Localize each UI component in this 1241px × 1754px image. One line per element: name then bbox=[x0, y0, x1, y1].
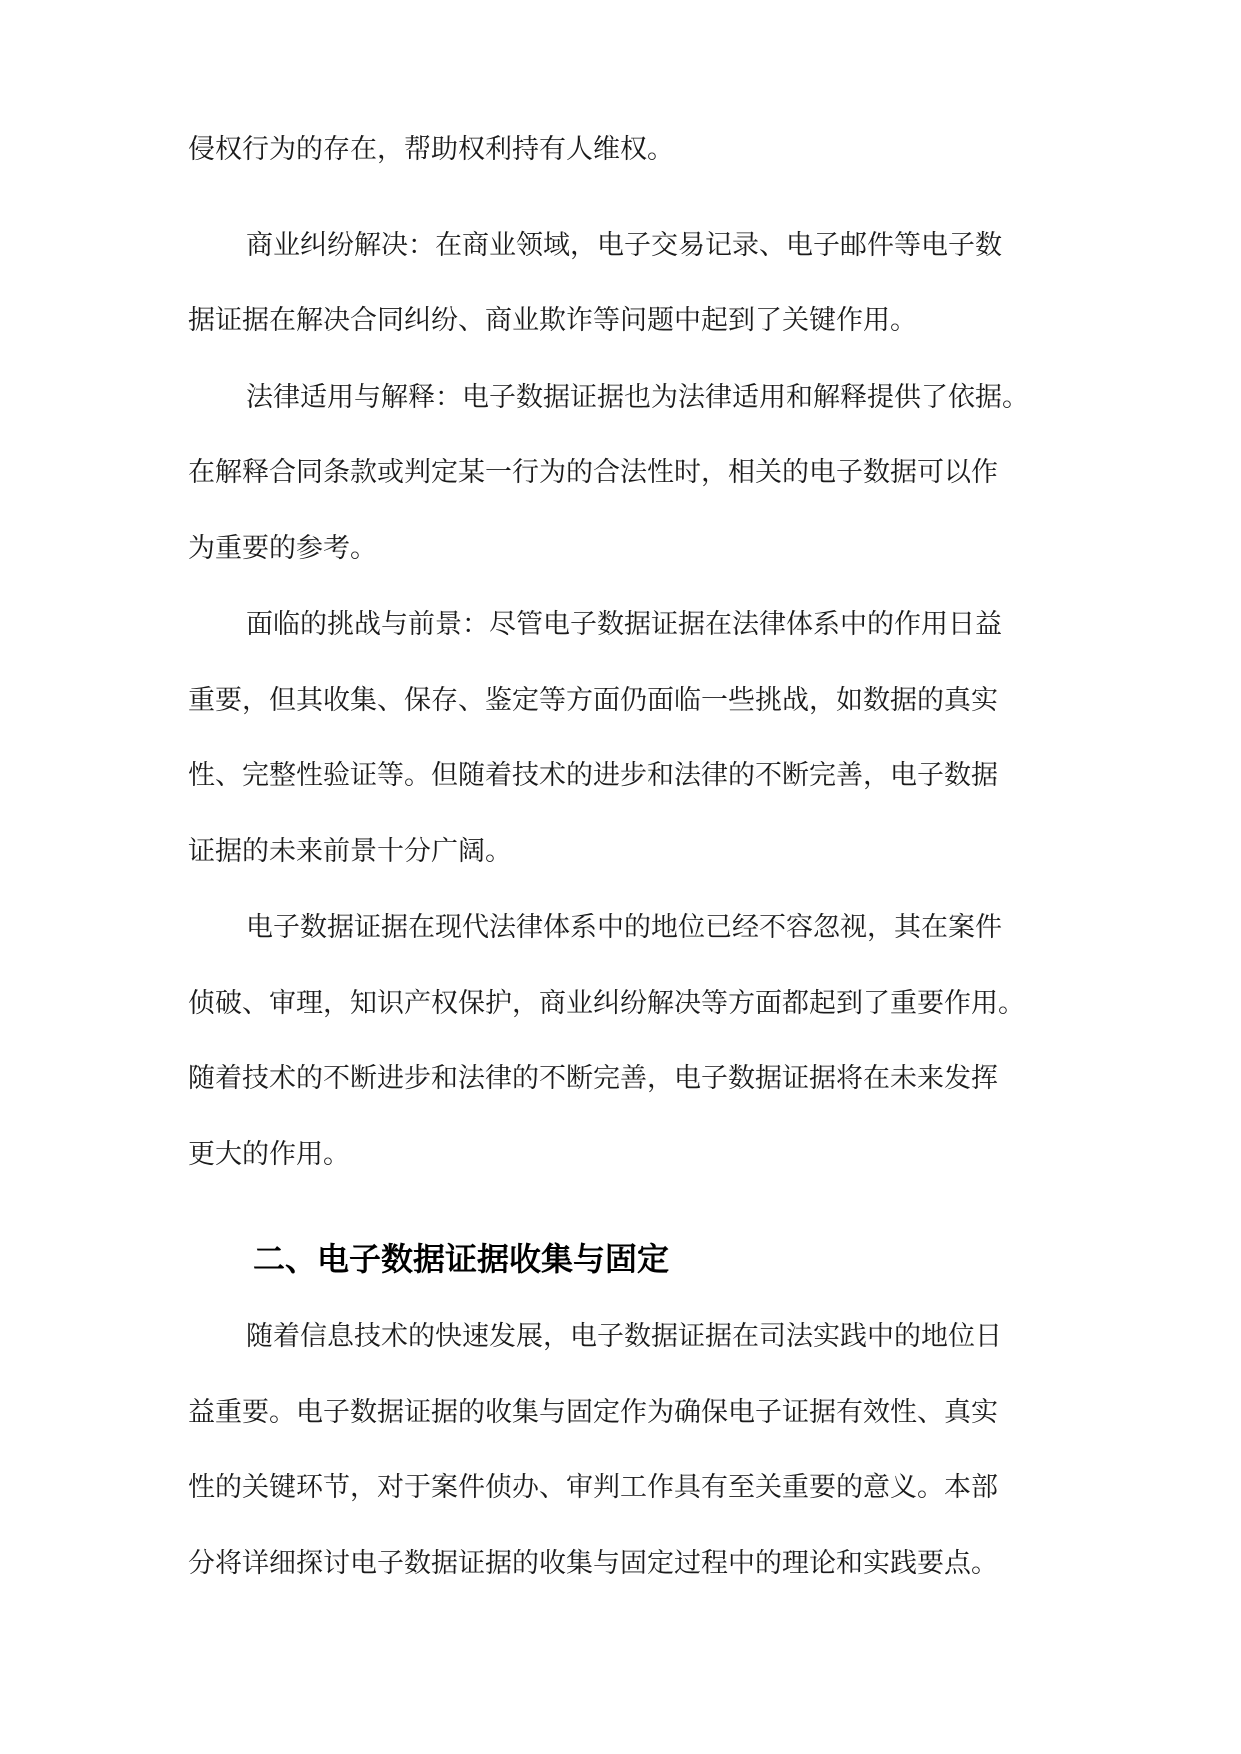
paragraph-line: 更大的作用。 bbox=[188, 1139, 350, 1170]
paragraph-line: 侵权行为的存在，帮助权利持有人维权。 bbox=[188, 134, 674, 165]
paragraph-line: 重要，但其收集、保存、鉴定等方面仍面临一些挑战，如数据的真实 bbox=[188, 685, 998, 716]
paragraph-line: 随着信息技术的快速发展，电子数据证据在司法实践中的地位日 bbox=[246, 1321, 1002, 1352]
paragraph-line: 性的关键环节，对于案件侦办、审判工作具有至关重要的意义。本部 bbox=[188, 1472, 998, 1503]
paragraph-line: 性、完整性验证等。但随着技术的进步和法律的不断完善，电子数据 bbox=[188, 760, 998, 791]
paragraph-line: 为重要的参考。 bbox=[188, 533, 377, 564]
paragraph-line: 证据的未来前景十分广阔。 bbox=[188, 836, 512, 867]
paragraph-line: 益重要。电子数据证据的收集与固定作为确保电子证据有效性、真实 bbox=[188, 1397, 998, 1428]
paragraph-line: 电子数据证据在现代法律体系中的地位已经不容忽视，其在案件 bbox=[246, 912, 1002, 943]
paragraph-line: 在解释合同条款或判定某一行为的合法性时，相关的电子数据可以作 bbox=[188, 457, 998, 488]
paragraph-line: 面临的挑战与前景：尽管电子数据证据在法律体系中的作用日益 bbox=[246, 609, 1002, 640]
section-heading: 二、电子数据证据收集与固定 bbox=[253, 1240, 670, 1278]
paragraph-line: 法律适用与解释：电子数据证据也为法律适用和解释提供了依据。 bbox=[246, 382, 1029, 413]
paragraph-line: 分将详细探讨电子数据证据的收集与固定过程中的理论和实践要点。 bbox=[188, 1548, 998, 1579]
paragraph-line: 侦破、审理，知识产权保护，商业纠纷解决等方面都起到了重要作用。 bbox=[188, 988, 1025, 1019]
paragraph-line: 随着技术的不断进步和法律的不断完善，电子数据证据将在未来发挥 bbox=[188, 1063, 998, 1094]
paragraph-line: 据证据在解决合同纠纷、商业欺诈等问题中起到了关键作用。 bbox=[188, 305, 917, 336]
paragraph-line: 商业纠纷解决：在商业领域，电子交易记录、电子邮件等电子数 bbox=[246, 230, 1002, 261]
